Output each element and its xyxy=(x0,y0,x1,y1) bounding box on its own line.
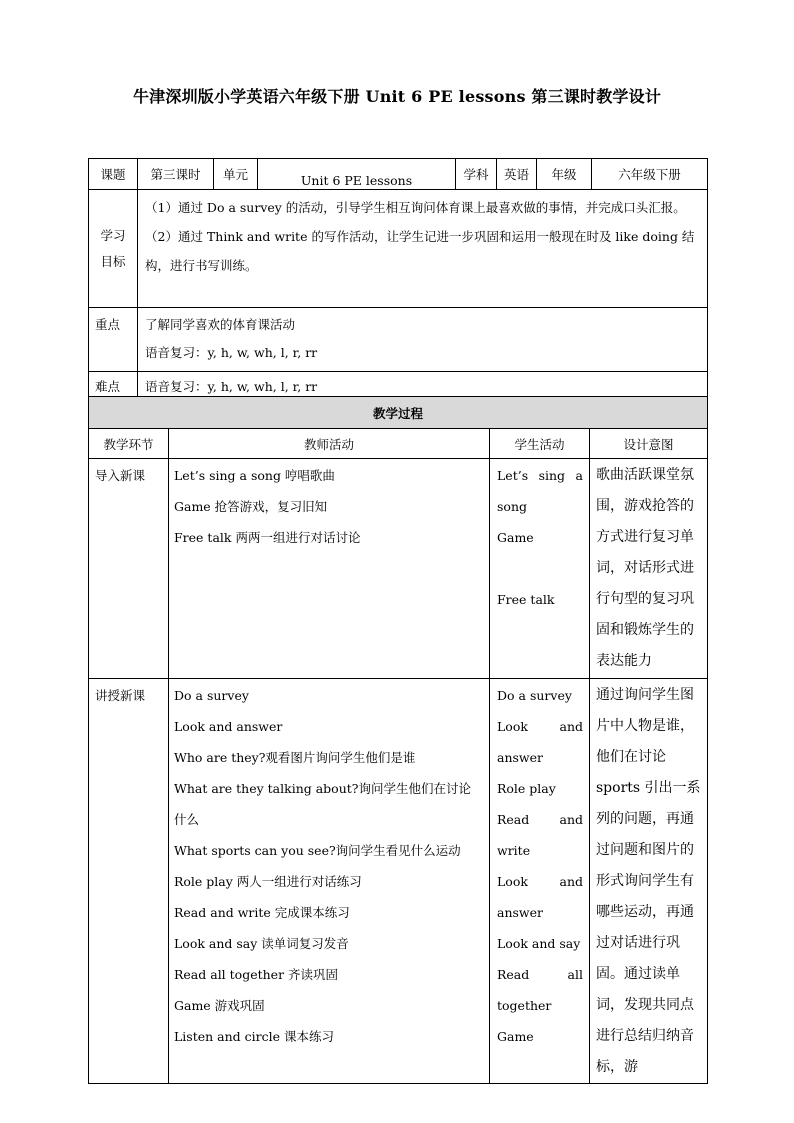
nianji-label: 年级 xyxy=(537,159,592,190)
student-activity: Game xyxy=(497,530,534,545)
student-activity: Read all xyxy=(497,967,583,982)
intent-text: 歌曲活跃课堂氛围，游戏抢答的方式进行复习单词，对话形式进行句型的复习巩固和锻炼学生的表达能力 xyxy=(596,467,694,669)
student-activity: Let’s sing a xyxy=(497,468,583,483)
keypoints-label: 重点 xyxy=(89,308,138,372)
student-activity: song xyxy=(497,499,527,514)
document-title: 牛津深圳版小学英语六年级下册 Unit 6 PE lessons 第三课时教学设计 xyxy=(132,87,662,106)
goals-label-line2: 目标 xyxy=(100,253,126,269)
process-title-row xyxy=(89,397,708,429)
xueke-label: 学科 xyxy=(456,159,497,190)
stage-label: 讲授新课 xyxy=(95,688,146,703)
process-row-intro xyxy=(89,459,708,679)
student-activity: Free talk xyxy=(497,592,555,607)
keypoint-2: 语音复习：y, h, w, wh, l, r, rr xyxy=(145,345,318,360)
intent-text: 通过询问学生图片中人物是谁，他们在讨论 sports 引出一系列的问题，再通过问题和图片的形式询问学生有哪些运动，再通过对话进行巩固。通过读单词，发现共同点进行总结归纳音标，游 xyxy=(596,687,701,1075)
teacher-activity: Free talk 两两一组进行对话讨论 xyxy=(174,530,361,545)
keti-value: 第三课时 xyxy=(138,159,214,190)
xueke-value: 英语 xyxy=(497,159,537,190)
danyuan-value: Unit 6 PE lessons xyxy=(258,159,456,190)
student-activity: answer xyxy=(497,905,543,920)
student-activity: write xyxy=(497,843,531,858)
teacher-activity: Role play 两人一组进行对话练习 xyxy=(174,874,362,889)
student-activity xyxy=(497,553,583,584)
danyuan-label: 单元 xyxy=(214,159,258,190)
teacher-activity: Let’s sing a song 哼唱歌曲 xyxy=(174,468,335,483)
header-stage: 教学环节 xyxy=(89,429,169,459)
teacher-activity: Do a survey xyxy=(174,688,249,703)
teacher-activity: Who are they?观看图片询问学生他们是谁 xyxy=(174,750,416,765)
teacher-activity: Read and write 完成课本练习 xyxy=(174,905,350,920)
keypoints-content xyxy=(138,308,708,372)
teacher-cell xyxy=(169,679,490,1084)
student-activity: Look and xyxy=(497,719,583,734)
student-cell xyxy=(490,679,590,1084)
student-cell xyxy=(490,459,590,679)
intent-cell xyxy=(590,459,708,679)
process-row-new xyxy=(89,679,708,1084)
goals-label xyxy=(89,190,138,308)
stage-cell xyxy=(89,459,169,679)
keti-label: 课题 xyxy=(89,159,138,190)
stage-cell xyxy=(89,679,169,1084)
teacher-activity: Game 抢答游戏，复习旧知 xyxy=(174,499,328,514)
process-header-row xyxy=(89,429,708,459)
intent-cell xyxy=(590,679,708,1084)
goal-2: （2）通过 Think and write 的写作活动，让学生记进一步巩固和运用一般现在时及 like doing 结构，进行书写训练。 xyxy=(145,229,695,273)
teacher-activity: Listen and circle 课本练习 xyxy=(174,1029,334,1044)
teacher-activity: Look and say 读单词复习发音 xyxy=(174,936,349,951)
student-activity: Role play xyxy=(497,781,556,796)
student-activity: Look and xyxy=(497,874,583,889)
student-activity: answer xyxy=(497,750,543,765)
keypoint-1: 了解同学喜欢的体育课活动 xyxy=(145,317,296,332)
teacher-activity: Game 游戏巩固 xyxy=(174,998,265,1013)
teacher-activity: Look and answer xyxy=(174,719,283,734)
stage-label: 导入新课 xyxy=(95,468,146,483)
teacher-activity: Read all together 齐读巩固 xyxy=(174,967,339,982)
student-activity: Game xyxy=(497,1029,534,1044)
lesson-info-table xyxy=(88,158,708,406)
process-title: 教学过程 xyxy=(89,397,708,429)
teacher-activity: What sports can you see?询问学生看见什么运动 xyxy=(174,843,461,858)
info-row xyxy=(89,159,708,190)
teacher-cell xyxy=(169,459,490,679)
teacher-activity: What are they talking about?询问学生他们在讨论什么 xyxy=(174,781,471,827)
goals-label-line1: 学习 xyxy=(100,227,126,243)
goals-content xyxy=(138,190,708,308)
goal-1: （1）通过 Do a survey 的活动，引导学生相互询问体育课上最喜欢做的事情，并完成口头汇报。 xyxy=(145,200,686,215)
student-activity: Read and xyxy=(497,812,583,827)
keypoints-row xyxy=(89,308,708,372)
difficulty-label: 难点 xyxy=(89,372,138,406)
nianji-value: 六年级下册 xyxy=(592,159,708,190)
header-student: 学生活动 xyxy=(490,429,590,459)
teaching-process-table xyxy=(88,396,708,1084)
difficulty-content: 语音复习：y, h, w, wh, l, r, rr xyxy=(138,372,708,406)
student-activity: Do a survey xyxy=(497,688,572,703)
student-activity: Look and say xyxy=(497,936,581,951)
goals-row xyxy=(89,190,708,308)
header-intent: 设计意图 xyxy=(590,429,708,459)
student-activity: together xyxy=(497,998,552,1013)
header-teacher: 教师活动 xyxy=(169,429,490,459)
